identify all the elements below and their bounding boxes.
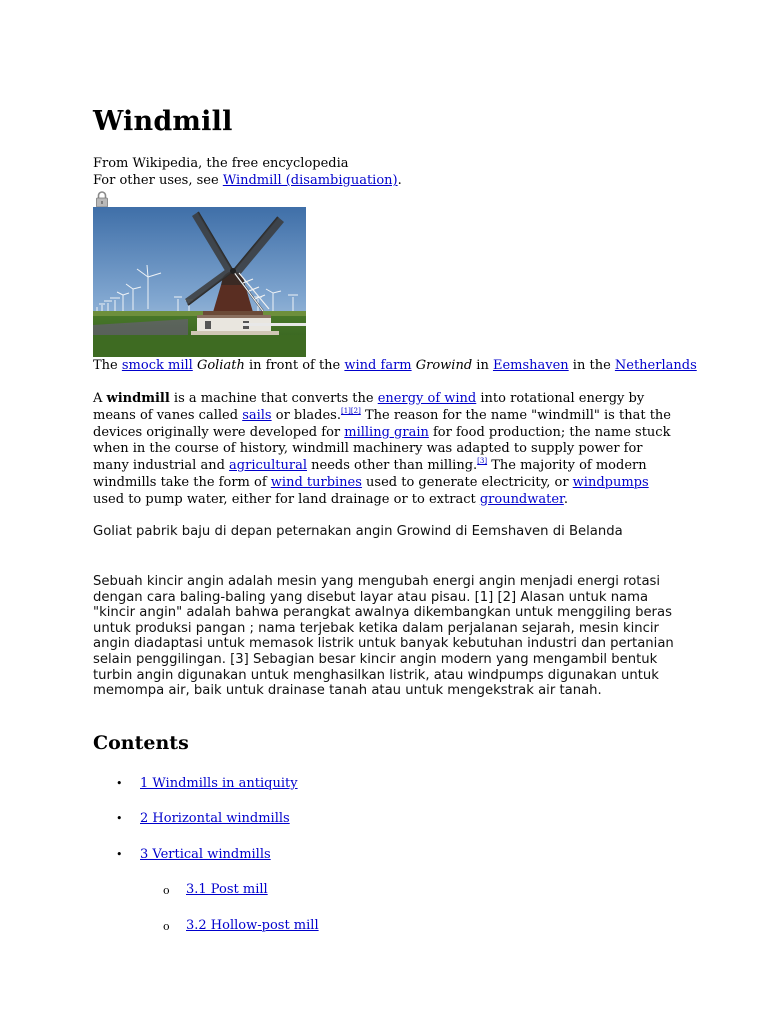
site-subtitle: From Wikipedia, the free encyclopedia [93,156,349,171]
caption-name: Goliath [196,358,245,373]
translated-paragraph: Sebuah kincir angin adalah mesin yang mengubah energi angin menjadi energi rotasi dengan cara baling-baling yang disebut layar atau pisau. [1] [2] Alasan untuk nama "kincir angin" adalah bahwa perangkat awalnya dikembangkan untuk menggiling beras untuk produksi pangan ; nama terjebak ketika dalam perjalanan sejarah, mesin kincir angin diadaptasi untuk memasok listrik untuk banyak kebutuhan industri dan pertanian selain penggilingan. [3] Sebagian besar kincir angin modern yang mengambil bentuk turbin angin digunakan untuk menghasilkan listrik, atau windpumps digunakan untuk memompa air, baik untuk drainase tanah atau untuk mengekstrak air tanah. [93,574,674,699]
intro-text: needs other than milling. [307,458,478,474]
windpumps-link[interactable]: windpumps [572,474,649,490]
intro-text: is a machine that converts the [169,391,378,406]
netherlands-link[interactable]: Netherlands [614,358,697,373]
wind-turbines-link[interactable]: wind turbines [270,474,362,490]
sails-link[interactable]: sails [242,407,272,423]
intro-bold-term: windmill [106,391,170,406]
intro-text: The majority of modern windmills take the form of [93,458,647,490]
caption-text: in [472,358,493,373]
lock-icon [95,190,109,208]
intro-text: A [93,391,107,406]
contents-heading: Contents [93,732,189,754]
toc-item-post-mill[interactable]: 3.1 Post mill [186,882,268,897]
image-caption [93,357,697,374]
intro-text: or blades. [271,407,341,423]
toc-item-horizontal-windmills[interactable]: 2 Horizontal windmills [140,811,290,826]
sub-bullet-icon: o [163,920,170,933]
caption-text: in front of the [244,358,345,373]
intro-text: . [563,491,568,507]
translated-caption: Goliat pabrik baju di depan peternakan angin Growind di Eemshaven di Belanda [93,524,623,539]
sub-bullet-icon: o [163,884,170,897]
windmill-image-graphic [93,207,306,357]
bullet-icon: • [116,777,123,790]
caption-text: The [93,358,122,373]
caption-text: in the [568,358,615,373]
caption-name: Growind [415,358,473,373]
groundwater-link[interactable]: groundwater [479,491,564,507]
intro-paragraph [93,391,673,509]
wind-farm-link[interactable]: wind farm [344,358,412,373]
toc-item-hollow-post-mill[interactable]: 3.2 Hollow-post mill [186,918,319,933]
intro-text: into rotational energy by means of vanes called [93,391,645,423]
toc-item-windmills-in-antiquity[interactable]: 1 Windmills in antiquity [140,776,298,791]
reference-link[interactable]: [3] [477,457,488,466]
intro-text: used to generate electricity, or [361,474,573,490]
hatnote-suffix: . [397,173,402,188]
reference-link[interactable]: [1][2] [340,406,361,415]
milling-grain-link[interactable]: milling grain [344,424,429,440]
intro-text: for food production; the name stuck when in the course of history, windmill machinery was adapted to supply power for many industrial and [93,424,671,474]
windmill-photo[interactable] [93,207,306,357]
bullet-icon: • [116,848,123,861]
agricultural-link[interactable]: agricultural [229,458,308,474]
hatnote [93,172,402,189]
bullet-icon: • [116,812,123,825]
hatnote-prefix: For other uses, see [93,173,223,188]
energy-of-wind-link[interactable]: energy of wind [377,391,477,406]
intro-text: The reason for the name "windmill" is that the devices originally were developed for [93,407,671,440]
intro-text: used to pump water, either for land drainage or to extract [93,491,480,507]
disambiguation-link[interactable]: Windmill (disambiguation) [222,173,398,188]
eemshaven-link[interactable]: Eemshaven [492,358,569,373]
toc-item-vertical-windmills[interactable]: 3 Vertical windmills [140,847,271,862]
smock-mill-link[interactable]: smock mill [121,358,193,373]
page-title: Windmill [93,106,233,137]
